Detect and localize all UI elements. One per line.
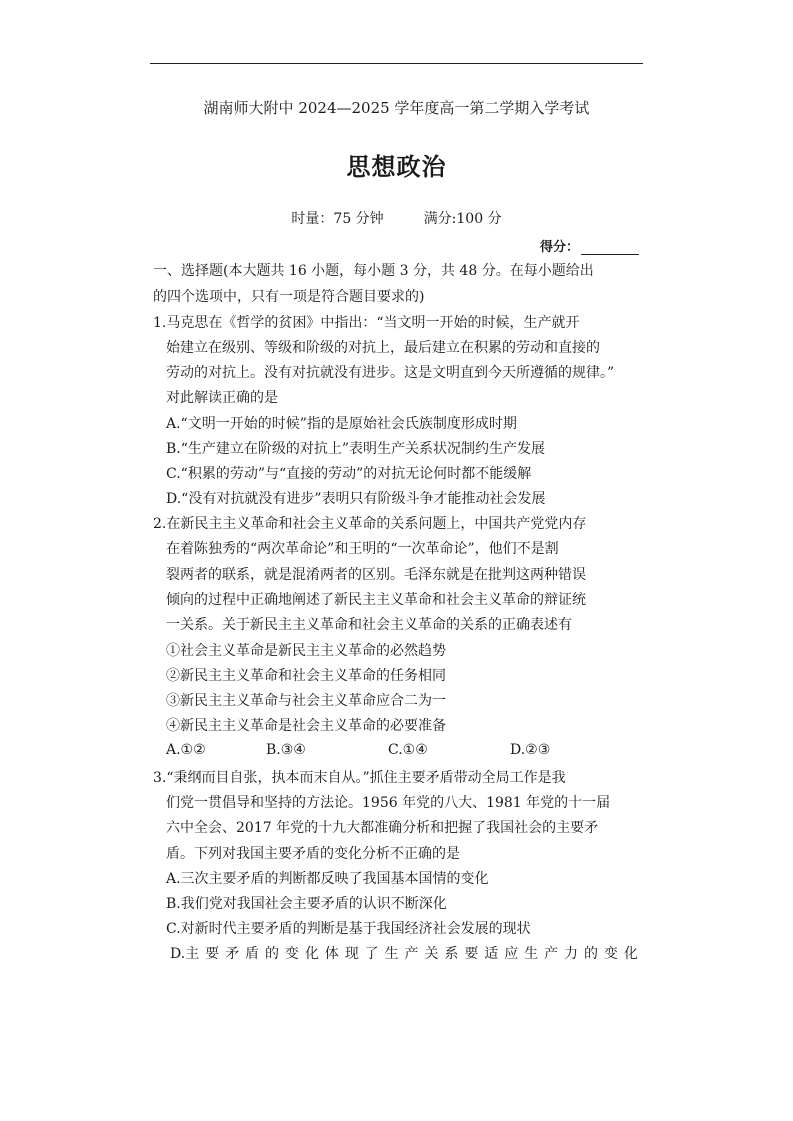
q3-option-d-char: 要 xyxy=(205,946,220,962)
q2-stem-line: 裂两者的联系，就是混淆两者的区别。毛泽东就是在批判这两种错误 xyxy=(166,567,586,583)
q2-stem-line: 在着陈独秀的“两次革命论”和王明的“一次革命论”，他们不是割 xyxy=(166,541,559,557)
q1-stem-line: 对此解读正确的是 xyxy=(166,390,278,406)
q3-stem-line: 3.“秉纲而目自张，执本而末自从。”抓住主要矛盾带动全局工作是我 xyxy=(153,770,566,786)
subject-title: 思想政治 xyxy=(346,153,447,181)
q2-statement: ③新民主主义革命与社会主义革命应合二为一 xyxy=(166,693,446,709)
q3-option-d-char: 矛 xyxy=(225,946,240,962)
q3-option-d xyxy=(170,943,638,963)
q1-option-b: B.“生产建立在阶级的对抗上”表明生产关系状况制约生产发展 xyxy=(166,441,546,457)
score-label: 得分： xyxy=(540,240,580,255)
q3-option-d-char: 化 xyxy=(304,946,319,962)
q3-option-d-char: 产 xyxy=(544,946,559,962)
q3-option-d-char: 适 xyxy=(484,946,499,962)
q2-option-a: A.①② xyxy=(166,742,206,758)
q3-stem-line: 们党一贯倡导和坚持的方法论。1956 年党的八大、1981 年党的十一届 xyxy=(166,795,611,811)
q2-stem-line: 一关系。关于新民主主义革命和社会主义革命的关系的正确表述有 xyxy=(166,617,572,633)
q2-statement: ④新民主主义革命是社会主义革命的必要准备 xyxy=(166,718,446,734)
q1-stem-line: 劳动的对抗上。没有对抗就没有进步。这是文明直到今天所遵循的规律。” xyxy=(166,365,615,381)
q2-stem-line: 倾向的过程中正确地阐述了新民主主义革命和社会主义革命的辩证统 xyxy=(166,592,586,608)
q1-stem-line: 1.马克思在《哲学的贫困》中指出：“当文明一开始的时候，生产就开 xyxy=(153,315,580,331)
q3-option-d-char: 应 xyxy=(504,946,519,962)
q3-option-b: B.我们党对我国社会主要矛盾的认识不断深化 xyxy=(166,896,447,912)
q3-option-d-char: 关 xyxy=(424,946,439,962)
time-limit: 时量：75 分钟 xyxy=(291,211,384,227)
score-blank xyxy=(581,241,639,255)
exam-title: 湖南师大附中 2024—2025 学年度高一第二学期入学考试 xyxy=(203,99,590,117)
q1-option-d: D.“没有对抗就没有进步”表明只有阶级斗争才能推动社会发展 xyxy=(166,491,546,507)
q3-option-d-char: 系 xyxy=(444,946,459,962)
q2-stem-line: 2.在新民主主义革命和社会主义革命的关系问题上，中国共产党党内存 xyxy=(153,516,587,532)
q3-option-d-char: 产 xyxy=(404,946,419,962)
q3-option-d-char: 变 xyxy=(603,946,618,962)
q3-option-d-char: 要 xyxy=(464,946,479,962)
section-heading-line1: 一、选择题(本大题共 16 小题，每小题 3 分，共 48 分。在每小题给出 xyxy=(153,263,594,279)
q3-option-d-char: 盾 xyxy=(245,946,259,962)
q3-option-d-char: 体 xyxy=(324,946,339,962)
q3-option-d-char: 的 xyxy=(583,946,598,962)
q3-option-d-char: 的 xyxy=(264,946,279,962)
q2-options xyxy=(166,742,566,762)
q2-option-c: C.①④ xyxy=(388,742,428,758)
q3-option-d-char: 生 xyxy=(524,946,539,962)
q2-statement: ②新民主主义革命和社会主义革命的任务相同 xyxy=(166,668,446,684)
q3-option-c: C.对新时代主要矛盾的判断是基于我国经济社会发展的现状 xyxy=(166,921,531,937)
q3-option-d-char: 了 xyxy=(364,946,379,962)
q3-option-d-char: D.主 xyxy=(170,946,200,962)
q3-option-d-char: 力 xyxy=(564,946,578,962)
q3-option-d-char: 变 xyxy=(284,946,299,962)
full-score: 满分:100 分 xyxy=(423,211,502,227)
q2-option-d: D.②③ xyxy=(510,742,551,758)
exam-meta xyxy=(0,208,793,228)
q3-option-d-char: 生 xyxy=(384,946,399,962)
q3-option-d-char: 现 xyxy=(344,946,359,962)
q1-option-a: A.“文明一开始的时候”指的是原始社会氏族制度形成时期 xyxy=(166,416,517,432)
q1-stem-line: 始建立在级别、等级和阶级的对抗上，最后建立在积累的劳动和直接的 xyxy=(166,340,600,356)
q3-option-d-char: 化 xyxy=(623,946,638,962)
q2-statement: ①社会主义革命是新民主主义革命的必然趋势 xyxy=(166,643,446,659)
header-rule xyxy=(150,63,643,64)
q3-stem-line: 盾。下列对我国主要矛盾的变化分析不正确的是 xyxy=(166,846,460,862)
q2-option-b: B.③④ xyxy=(266,742,306,758)
q1-option-c: C.“积累的劳动”与“直接的劳动”的对抗无论何时都不能缓解 xyxy=(166,466,532,482)
q3-option-a: A.三次主要矛盾的判断都反映了我国基本国情的变化 xyxy=(166,871,489,887)
q3-stem-line: 六中全会、2017 年党的十九大都准确分析和把握了我国社会的主要矛 xyxy=(166,820,599,836)
score-field xyxy=(540,236,639,255)
section-heading-line2: 的四个选项中，只有一项是符合题目要求的) xyxy=(153,289,425,305)
